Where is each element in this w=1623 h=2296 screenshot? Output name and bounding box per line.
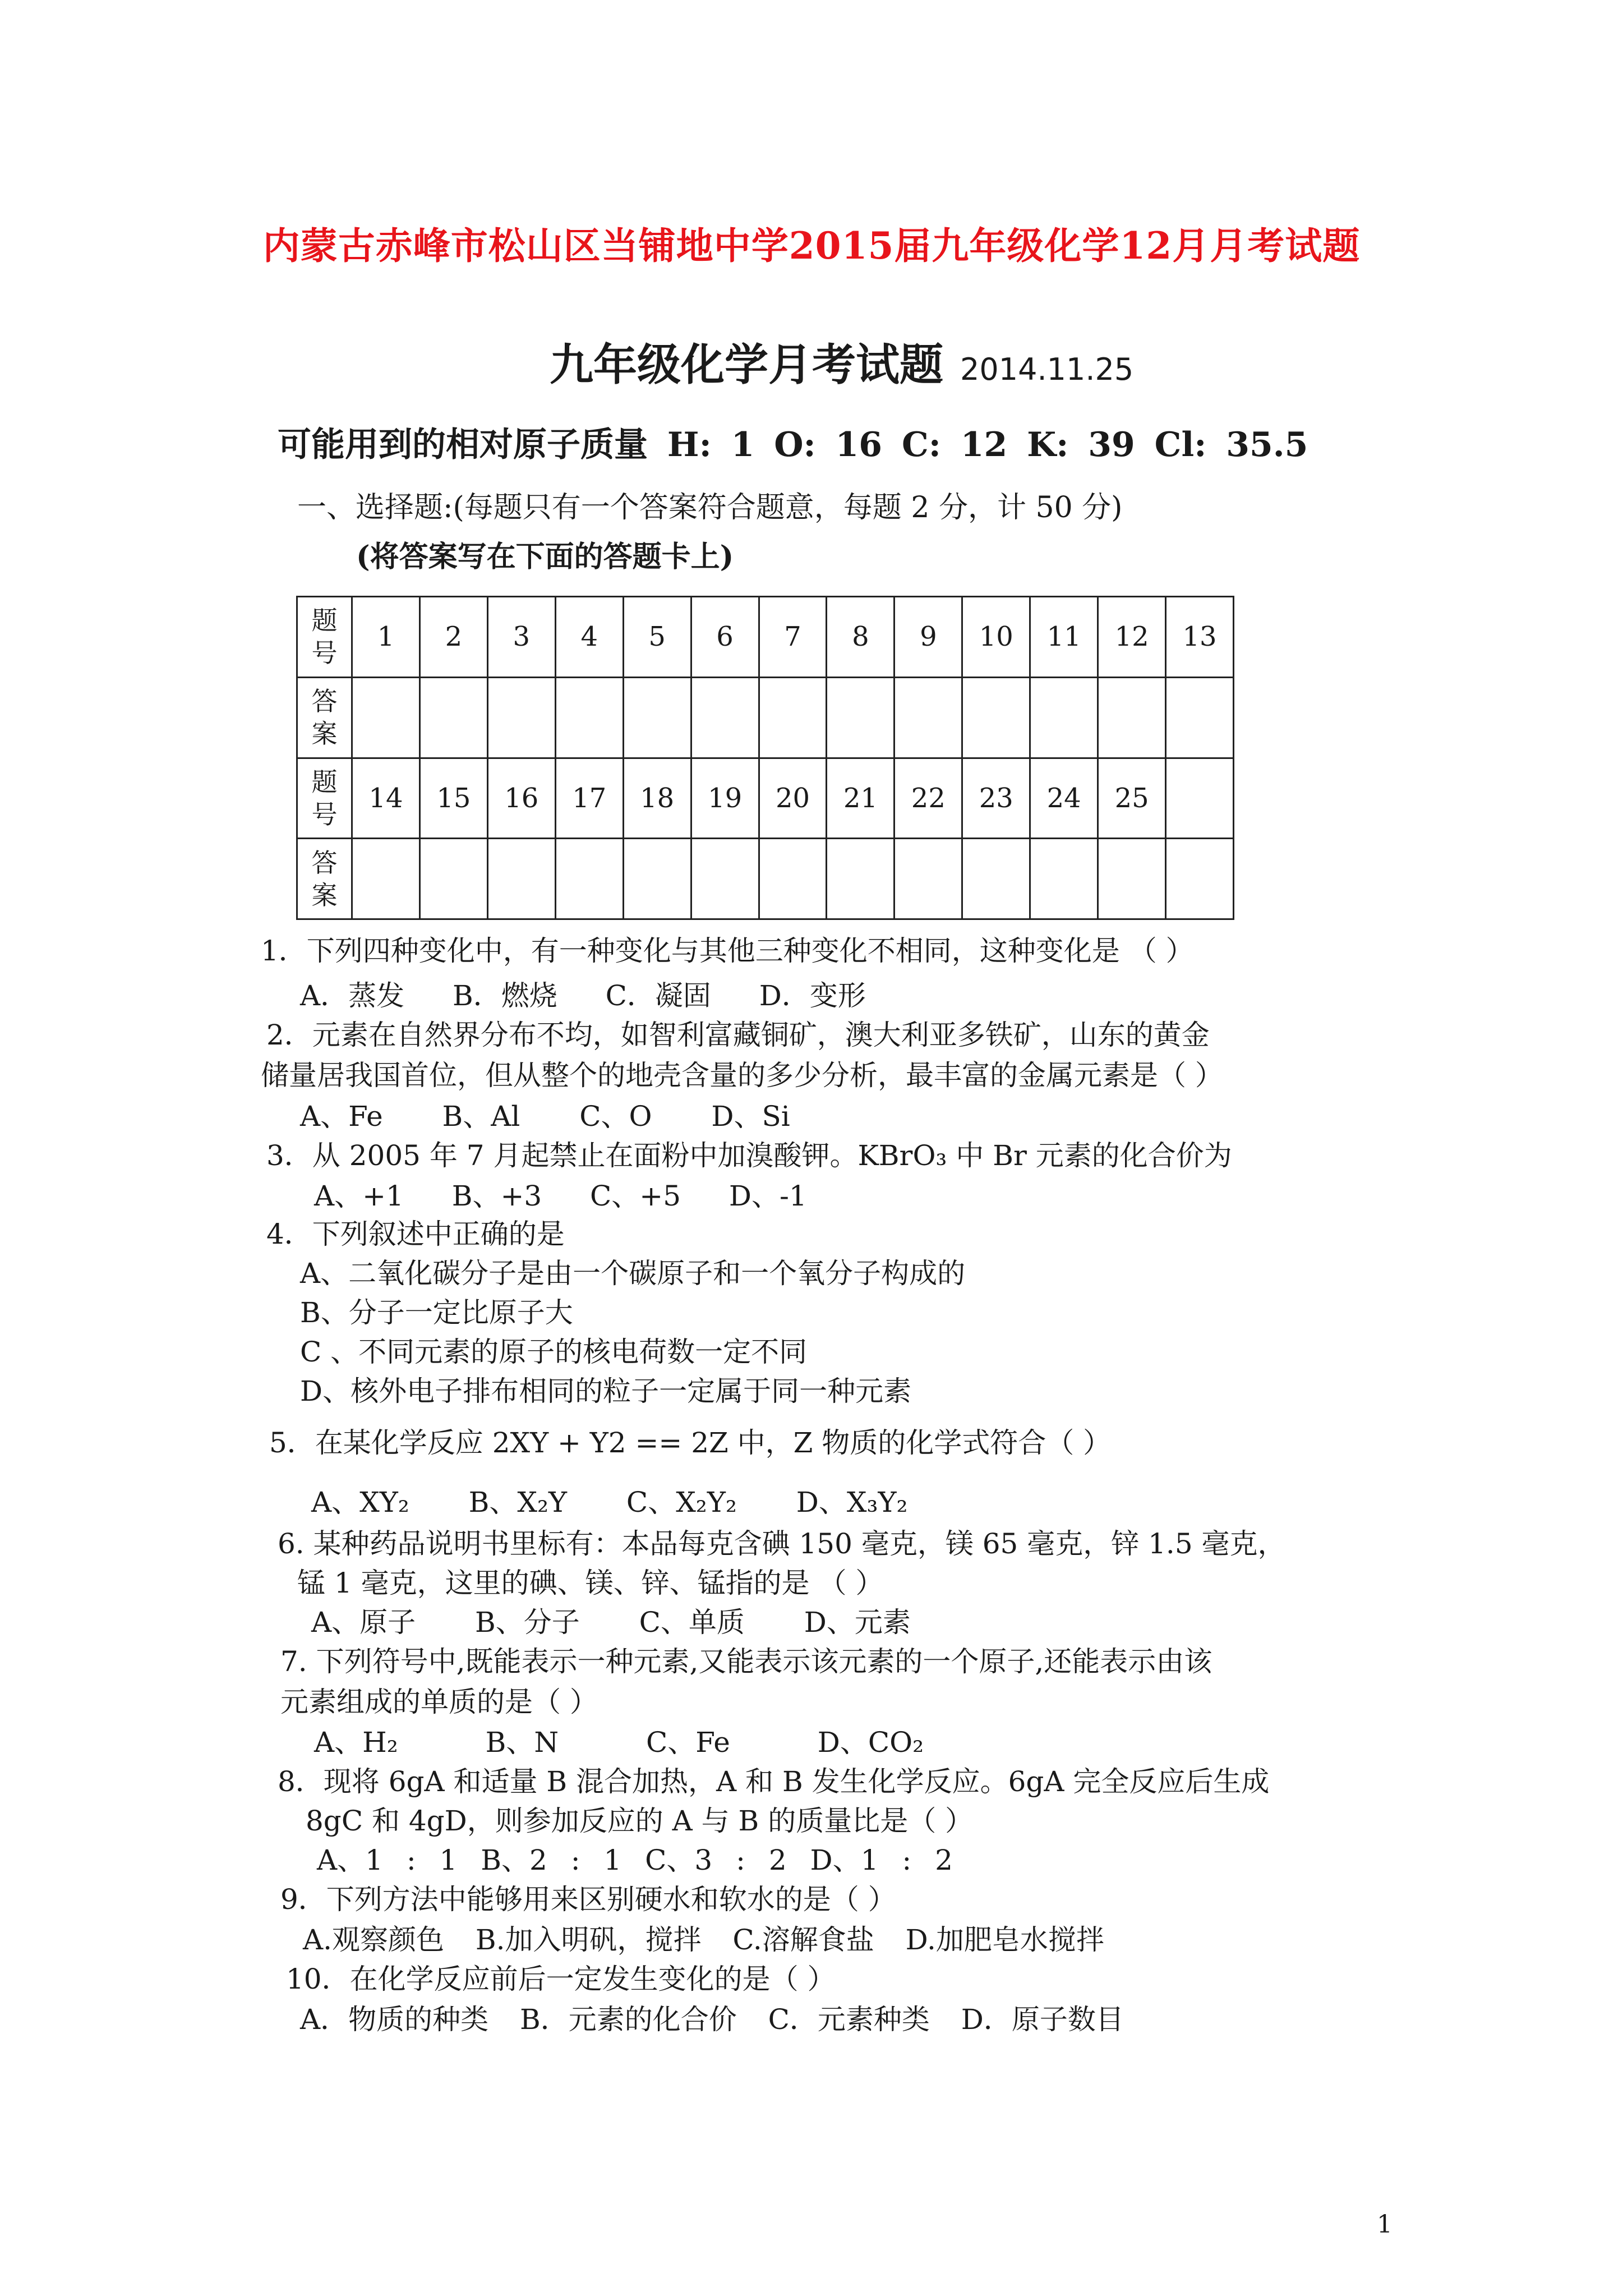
question-2-options: A、Fe B、Al C、O D、Si: [300, 1100, 790, 1133]
question-7-stem-line-2: 元素组成的单质的是（ ）: [280, 1686, 598, 1718]
question-5-options: A、XY₂ B、X₂Y C、X₂Y₂ D、X₃Y₂: [311, 1486, 908, 1519]
answer-cell[interactable]: [555, 839, 623, 919]
question-3-stem: 3．从 2005 年 7 月起禁止在面粉中加溴酸钾。KBrO₃ 中 Br 元素的化合价为: [266, 1139, 1232, 1172]
question-number-cell: 18: [623, 758, 691, 839]
answer-cell[interactable]: [691, 839, 759, 919]
answer-cell[interactable]: [487, 839, 555, 919]
question-number-cell: 9: [895, 597, 962, 678]
question-number-label: 题 号: [297, 758, 352, 839]
question-4-option-a: A、二氧化碳分子是由一个碳原子和一个氧分子构成的: [300, 1257, 966, 1290]
question-number-cell: 21: [827, 758, 895, 839]
question-5-stem: 5．在某化学反应 2XY + Y2 == 2Z 中，Z 物质的化学式符合（ ）: [269, 1427, 1112, 1459]
section-1-title: 一、选择题:(每题只有一个答案符合题意，每题 2 分，计 50 分): [297, 491, 1123, 524]
answer-cell[interactable]: [691, 677, 759, 758]
exam-title: [550, 330, 1133, 393]
question-number-cell: 17: [555, 758, 623, 839]
answer-cell[interactable]: [1166, 677, 1234, 758]
question-number-cell: 2: [419, 597, 487, 678]
question-2-stem-line-2: 储量居我国首位，但从整个的地壳含量的多少分析，最丰富的金属元素是（ ）: [261, 1059, 1223, 1092]
answer-cell[interactable]: [827, 839, 895, 919]
answer-cell[interactable]: [419, 839, 487, 919]
answer-cell[interactable]: [1030, 677, 1098, 758]
question-number-cell: 19: [691, 758, 759, 839]
question-number-cell: 7: [759, 597, 827, 678]
answer-row-1: [297, 677, 1234, 758]
answer-cell[interactable]: [623, 677, 691, 758]
answer-cell[interactable]: [962, 839, 1030, 919]
question-1-stem: 1．下列四种变化中，有一种变化与其他三种变化不相同，这种变化是 （ ）: [261, 935, 1194, 967]
question-number-cell: 11: [1030, 597, 1098, 678]
question-number-cell: 6: [691, 597, 759, 678]
document-title: 内蒙古赤峰市松山区当铺地中学2015届九年级化学12月月考试题: [262, 224, 1361, 268]
answer-cell[interactable]: [1098, 839, 1166, 919]
question-number-cell: 20: [759, 758, 827, 839]
answer-cell[interactable]: [827, 677, 895, 758]
question-number-cell: 1: [352, 597, 420, 678]
question-8-stem-line-1: 8．现将 6gA 和适量 B 混合加热，A 和 B 发生化学反应。6gA 完全反应后生成: [278, 1765, 1270, 1798]
answer-cell[interactable]: [962, 677, 1030, 758]
question-number-cell: 16: [487, 758, 555, 839]
question-6-options: A、原子 B、分子 C、单质 D、元素: [311, 1606, 911, 1639]
question-9-options: A.观察颜色 B.加入明矾，搅拌 C.溶解食盐 D.加肥皂水搅拌: [303, 1924, 1104, 1956]
answer-cell[interactable]: [419, 677, 487, 758]
question-4-option-c: C 、不同元素的原子的核电荷数一定不同: [300, 1336, 808, 1368]
answer-cell[interactable]: [1098, 677, 1166, 758]
question-number-cell: 3: [487, 597, 555, 678]
page-number: 1: [1377, 2210, 1393, 2239]
answer-card-table: [296, 596, 1234, 920]
question-4-option-b: B、分子一定比原子大: [300, 1296, 573, 1329]
question-number-label: 题 号: [297, 597, 352, 678]
question-number-cell: 8: [827, 597, 895, 678]
answer-cell[interactable]: [759, 677, 827, 758]
question-number-cell: [1166, 758, 1234, 839]
question-6-stem-line-2: 锰 1 毫克，这里的碘、镁、锌、锰指的是 （ ）: [297, 1567, 884, 1599]
question-number-cell: 23: [962, 758, 1030, 839]
question-1-options: A．蒸发 B．燃烧 C．凝固 D．变形: [300, 979, 866, 1012]
answer-label: 答 案: [297, 839, 352, 919]
question-number-cell: 5: [623, 597, 691, 678]
answer-cell[interactable]: [759, 839, 827, 919]
question-number-row-1: [297, 597, 1234, 678]
question-10-options: A．物质的种类 B．元素的化合价 C．元素种类 D．原子数目: [300, 2003, 1124, 2036]
answer-cell[interactable]: [352, 839, 420, 919]
question-number-cell: 22: [895, 758, 962, 839]
question-2-stem-line-1: 2．元素在自然界分布不均，如智利富藏铜矿，澳大利亚多铁矿，山东的黄金: [266, 1019, 1210, 1051]
answer-label: 答 案: [297, 677, 352, 758]
question-3-options: A、+1 B、+3 C、+5 D、-1: [314, 1180, 807, 1212]
question-4-stem: 4．下列叙述中正确的是: [266, 1218, 565, 1250]
atomic-masses-line: 可能用到的相对原子质量 H: 1 O: 16 C: 12 K: 39 Cl: 35.5: [278, 425, 1308, 464]
question-7-stem-line-1: 7. 下列符号中,既能表示一种元素,又能表示该元素的一个原子,还能表示由该: [280, 1645, 1212, 1678]
question-8-options: A、1 : 1 B、2 : 1 C、3 : 2 D、1 : 2: [317, 1844, 953, 1876]
answer-cell[interactable]: [352, 677, 420, 758]
answer-row-2: [297, 839, 1234, 919]
section-1-note: (将答案写在下面的答题卡上): [356, 540, 734, 574]
question-8-stem-line-2: 8gC 和 4gD，则参加反应的 A 与 B 的质量比是（ ）: [306, 1805, 974, 1837]
question-10-stem: 10．在化学反应前后一定发生变化的是（ ）: [286, 1963, 836, 1995]
exam-title-text: 九年级化学月考试题: [550, 339, 944, 390]
question-number-cell: 24: [1030, 758, 1098, 839]
answer-cell[interactable]: [1030, 839, 1098, 919]
question-number-cell: 25: [1098, 758, 1166, 839]
question-9-stem: 9．下列方法中能够用来区别硬水和软水的是（ ）: [280, 1883, 896, 1916]
question-4-option-d: D、核外电子排布相同的粒子一定属于同一种元素: [300, 1375, 912, 1407]
question-number-cell: 10: [962, 597, 1030, 678]
answer-cell[interactable]: [623, 839, 691, 919]
question-7-options: A、H₂ B、N C、Fe D、CO₂: [314, 1726, 924, 1759]
question-6-stem-line-1: 6. 某种药品说明书里标有：本品每克含碘 150 毫克，镁 65 毫克，锌 1.5 毫克，: [278, 1527, 1286, 1560]
question-number-cell: 15: [419, 758, 487, 839]
question-number-cell: 12: [1098, 597, 1166, 678]
answer-cell[interactable]: [555, 677, 623, 758]
exam-date: 2014.11.25: [960, 352, 1134, 387]
question-number-cell: 13: [1166, 597, 1234, 678]
answer-cell[interactable]: [895, 839, 962, 919]
answer-cell[interactable]: [1166, 839, 1234, 919]
question-number-cell: 14: [352, 758, 420, 839]
question-number-row-2: [297, 758, 1234, 839]
question-number-cell: 4: [555, 597, 623, 678]
answer-cell[interactable]: [487, 677, 555, 758]
answer-cell[interactable]: [895, 677, 962, 758]
